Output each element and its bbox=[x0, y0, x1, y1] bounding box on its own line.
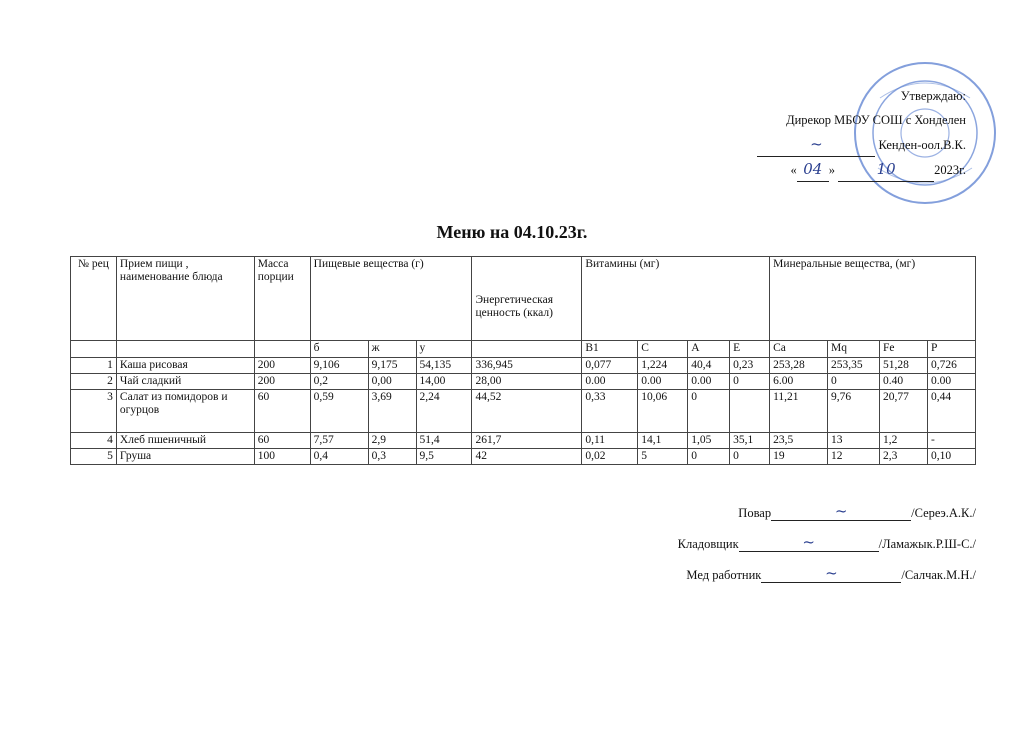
cell-min-p: 0,44 bbox=[927, 390, 975, 433]
cell-dish-name: Салат из помидоров и огурцов bbox=[116, 390, 254, 433]
table-subheader-row bbox=[71, 341, 976, 358]
header-vitamins: Витамины (мг) bbox=[582, 257, 770, 341]
cell-min-fe: 51,28 bbox=[880, 358, 928, 374]
cell-energy: 42 bbox=[472, 449, 582, 465]
subheader-c: C bbox=[638, 341, 688, 358]
cell-fat: 2,9 bbox=[368, 433, 416, 449]
cell-carbs: 51,4 bbox=[416, 433, 472, 449]
medic-signature-line bbox=[686, 564, 976, 583]
cell-min-p: 0,726 bbox=[927, 358, 975, 374]
director-signature: ~ bbox=[757, 132, 875, 157]
cell-portion-mass: 60 bbox=[254, 390, 310, 433]
subheader-empty bbox=[71, 341, 117, 358]
cell-min-mg: 13 bbox=[828, 433, 880, 449]
cell-portion-mass: 100 bbox=[254, 449, 310, 465]
subheader-b1: B1 bbox=[582, 341, 638, 358]
cell-vit-b1: 0,33 bbox=[582, 390, 638, 433]
medic-name: /Салчак.М.Н./ bbox=[901, 568, 976, 582]
cell-vit-e: 35,1 bbox=[730, 433, 770, 449]
cell-vit-a: 40,4 bbox=[688, 358, 730, 374]
cell-fat: 0,00 bbox=[368, 374, 416, 390]
page-title: Меню на 04.10.23г. bbox=[436, 222, 588, 242]
cell-min-mg: 253,35 bbox=[828, 358, 880, 374]
cell-min-p: 0.00 bbox=[927, 374, 975, 390]
cell-row-num: 1 bbox=[71, 358, 117, 374]
cell-protein: 0,4 bbox=[310, 449, 368, 465]
subheader-e: E bbox=[730, 341, 770, 358]
cell-vit-b1: 0,02 bbox=[582, 449, 638, 465]
cell-min-ca: 253,28 bbox=[770, 358, 828, 374]
subheader-empty bbox=[116, 341, 254, 358]
cell-min-mg: 0 bbox=[828, 374, 880, 390]
storekeeper-label: Кладовщик bbox=[677, 537, 739, 551]
cell-portion-mass: 60 bbox=[254, 433, 310, 449]
cook-signature-line bbox=[738, 502, 976, 521]
cell-min-fe: 2,3 bbox=[880, 449, 928, 465]
cell-protein: 0,59 bbox=[310, 390, 368, 433]
cell-vit-b1: 0.00 bbox=[582, 374, 638, 390]
storekeeper-name: /Ламажык.Р.Ш-С./ bbox=[878, 537, 976, 551]
cook-signature: ~ bbox=[771, 502, 911, 521]
table-row bbox=[71, 390, 976, 433]
cell-row-num: 3 bbox=[71, 390, 117, 433]
cell-min-mg: 9,76 bbox=[828, 390, 880, 433]
cell-vit-a: 0 bbox=[688, 390, 730, 433]
subheader-fe: Fe bbox=[880, 341, 928, 358]
date-close-quote: » bbox=[828, 163, 836, 177]
cell-fat: 3,69 bbox=[368, 390, 416, 433]
cell-vit-e bbox=[730, 390, 770, 433]
header-meal: Прием пищи , наименование блюда bbox=[116, 257, 254, 341]
cell-min-p: 0,10 bbox=[927, 449, 975, 465]
cell-min-fe: 20,77 bbox=[880, 390, 928, 433]
date-open-quote: « bbox=[790, 163, 797, 177]
cell-vit-c: 5 bbox=[638, 449, 688, 465]
subheader-a: A bbox=[688, 341, 730, 358]
cell-vit-c: 0.00 bbox=[638, 374, 688, 390]
cell-protein: 0,2 bbox=[310, 374, 368, 390]
menu-table bbox=[70, 256, 976, 465]
subheader-mg: Mq bbox=[828, 341, 880, 358]
cell-vit-b1: 0,11 bbox=[582, 433, 638, 449]
cell-carbs: 2,24 bbox=[416, 390, 472, 433]
cell-portion-mass: 200 bbox=[254, 358, 310, 374]
table-body bbox=[71, 358, 976, 465]
approve-label: Утверждаю: bbox=[900, 89, 966, 103]
cook-name: /Сереэ.А.К./ bbox=[911, 506, 976, 520]
cell-min-p: - bbox=[927, 433, 975, 449]
cell-portion-mass: 200 bbox=[254, 374, 310, 390]
cell-dish-name: Груша bbox=[116, 449, 254, 465]
cell-vit-e: 0 bbox=[730, 374, 770, 390]
table-row bbox=[71, 433, 976, 449]
cell-protein: 9,106 bbox=[310, 358, 368, 374]
cook-label: Повар bbox=[738, 506, 772, 520]
cell-carbs: 14,00 bbox=[416, 374, 472, 390]
date-month: 10 bbox=[838, 157, 934, 182]
cell-energy: 336,945 bbox=[472, 358, 582, 374]
cell-min-ca: 19 bbox=[770, 449, 828, 465]
cell-vit-a: 0 bbox=[688, 449, 730, 465]
cell-min-mg: 12 bbox=[828, 449, 880, 465]
director-signature-line bbox=[757, 132, 966, 157]
cell-energy: 28,00 bbox=[472, 374, 582, 390]
cell-dish-name: Чай сладкий bbox=[116, 374, 254, 390]
cell-min-ca: 11,21 bbox=[770, 390, 828, 433]
subheader-ca: Ca bbox=[770, 341, 828, 358]
cell-vit-c: 10,06 bbox=[638, 390, 688, 433]
cell-row-num: 2 bbox=[71, 374, 117, 390]
subheader-carbs: у bbox=[416, 341, 472, 358]
table-row bbox=[71, 374, 976, 390]
cell-energy: 261,7 bbox=[472, 433, 582, 449]
storekeeper-signature-line bbox=[678, 533, 976, 552]
header-minerals: Минеральные вещества, (мг) bbox=[770, 257, 976, 341]
subheader-empty bbox=[254, 341, 310, 358]
cell-vit-c: 1,224 bbox=[638, 358, 688, 374]
approval-block bbox=[757, 84, 966, 182]
director-line: Дирекор МБОУ СОШ с Хонделен bbox=[786, 113, 966, 127]
cell-fat: 0,3 bbox=[368, 449, 416, 465]
cell-row-num: 5 bbox=[71, 449, 117, 465]
table-row bbox=[71, 358, 976, 374]
date-year: 2023г. bbox=[934, 163, 966, 177]
cell-vit-a: 1,05 bbox=[688, 433, 730, 449]
medic-label: Мед работник bbox=[686, 568, 762, 582]
cell-min-ca: 23,5 bbox=[770, 433, 828, 449]
approval-date bbox=[757, 157, 966, 182]
cell-vit-c: 14,1 bbox=[638, 433, 688, 449]
date-day: 04 bbox=[797, 157, 829, 182]
header-mass: Масса порции bbox=[254, 257, 310, 341]
subheader-protein: б bbox=[310, 341, 368, 358]
medic-signature: ~ bbox=[761, 564, 901, 583]
cell-vit-a: 0.00 bbox=[688, 374, 730, 390]
cell-fat: 9,175 bbox=[368, 358, 416, 374]
table-row bbox=[71, 449, 976, 465]
cell-vit-e: 0 bbox=[730, 449, 770, 465]
cell-dish-name: Хлеб пшеничный bbox=[116, 433, 254, 449]
director-name: Кенден-оол.В.К. bbox=[878, 138, 966, 152]
cell-energy: 44,52 bbox=[472, 390, 582, 433]
cell-carbs: 54,135 bbox=[416, 358, 472, 374]
cell-min-ca: 6.00 bbox=[770, 374, 828, 390]
cell-row-num: 4 bbox=[71, 433, 117, 449]
subheader-p: P bbox=[927, 341, 975, 358]
subheader-empty bbox=[472, 341, 582, 358]
table-header-row bbox=[71, 257, 976, 341]
header-num: № рец bbox=[71, 257, 117, 341]
cell-carbs: 9,5 bbox=[416, 449, 472, 465]
cell-min-fe: 1,2 bbox=[880, 433, 928, 449]
subheader-fat: ж bbox=[368, 341, 416, 358]
header-nutrients: Пищевые вещества (г) bbox=[310, 257, 472, 341]
cell-vit-b1: 0,077 bbox=[582, 358, 638, 374]
storekeeper-signature: ~ bbox=[739, 533, 879, 552]
cell-vit-e: 0,23 bbox=[730, 358, 770, 374]
cell-protein: 7,57 bbox=[310, 433, 368, 449]
cell-min-fe: 0.40 bbox=[880, 374, 928, 390]
header-energy: Энергетическая ценность (ккал) bbox=[472, 257, 582, 341]
cell-dish-name: Каша рисовая bbox=[116, 358, 254, 374]
